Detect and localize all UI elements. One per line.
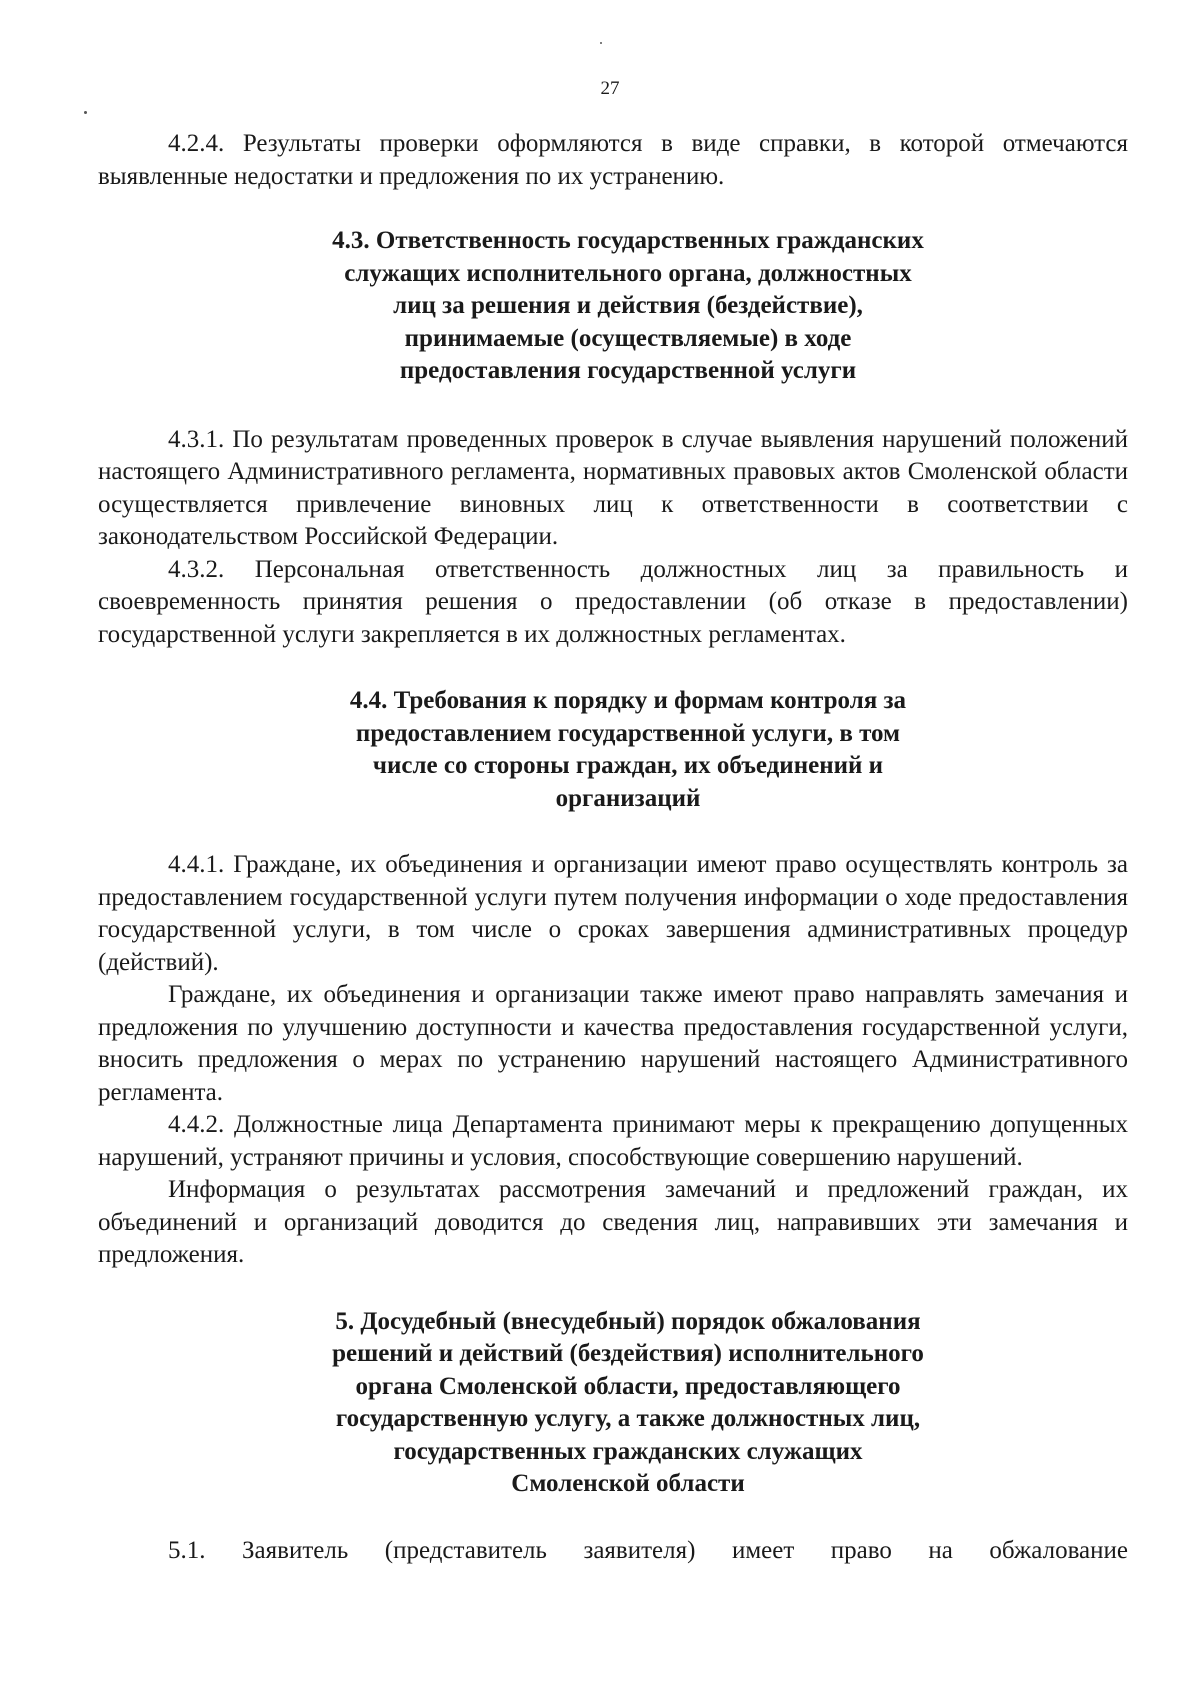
paragraph-4-4-2-b: Информация о результатах рассмотрения замечаний и предложений граждан, их объединений и организаций доводится до сведения лиц, направивших эти замечания и предложения. [98, 1176, 1128, 1268]
section-heading-5 [98, 1306, 1128, 1501]
section-heading-4-4 [98, 685, 1128, 815]
paragraph-4-3-2: 4.3.2. Персональная ответственность должностных лиц за правильность и своевременность принятия решения о предоставлении (об отказе в предоставлении) государственной услуги закрепляется в их должностных регламентах. [98, 555, 1128, 648]
heading-line: 5. Досудебный (внесудебный) порядок обжалования [335, 1307, 921, 1335]
heading-line: государственных гражданских служащих [393, 1437, 863, 1465]
heading-line: служащих исполнительного органа, должностных [344, 259, 912, 287]
heading-line: предоставления государственной услуги [399, 357, 857, 384]
paragraph-5-1: 5.1. Заявитель (представитель заявителя) имеет право на обжалование [168, 1536, 1128, 1564]
scan-speck [84, 111, 87, 114]
heading-line: решений и действий (бездействия) исполнительного [332, 1340, 924, 1367]
document-body [98, 128, 1128, 1567]
paragraph-4-4-1: 4.4.1. Граждане, их объединения и организации имеют право осуществлять контроль за предоставлением государственной услуги путем получения информации о ходе предоставления государственной услуги, в том числе о сроках завершения административных процедур (действий). [98, 851, 1128, 976]
heading-line: государственную услугу, а также должностных лиц, [335, 1405, 921, 1432]
heading-line: числе со стороны граждан, их объединений и [372, 752, 884, 779]
paragraph-4-4-2: 4.4.2. Должностные лица Департамента принимают меры к прекращению допущенных нарушений, устраняют причины и условия, способствующие совершению нарушений. [98, 1111, 1128, 1171]
heading-line: 4.4. Требования к порядку и формам контроля за [349, 687, 907, 714]
heading-line: предоставлением государственной услуги, в том [355, 719, 901, 747]
paragraph-4-4-1-b: Граждане, их объединения и организации также имеют право направлять замечания и предложения по улучшению доступности и качества предоставления государственной услуги, вносить предложения о мерах по устранению нарушений настоящего Административного регламента. [98, 981, 1128, 1106]
heading-line: принимаемые (осуществляемые) в ходе [404, 324, 852, 352]
paragraph-4-3-1: 4.3.1. По результатам проведенных проверок в случае выявления нарушений положений настоящего Административного регламента, нормативных правовых актов Смоленской области осуществляется привлечение виновных лиц к ответственности в соответствии с законодательством Российской Федерации. [98, 425, 1128, 550]
section-heading-4-3 [98, 225, 1128, 388]
heading-line: органа Смоленской области, предоставляющего [355, 1372, 901, 1400]
heading-line: лиц за решения и действия (бездействие), [393, 292, 863, 319]
heading-line: организаций [555, 784, 701, 812]
paragraph-4-2-4: 4.2.4. Результаты проверки оформляются в виде справки, в которой отмечаются выявленные недостатки и предложения по их устранению. [98, 130, 1128, 190]
scan-speck [600, 42, 602, 44]
heading-line: Смоленской области [511, 1470, 745, 1497]
heading-line: 4.3. Ответственность государственных гражданских [332, 227, 924, 254]
page-number: 27 [600, 78, 620, 99]
